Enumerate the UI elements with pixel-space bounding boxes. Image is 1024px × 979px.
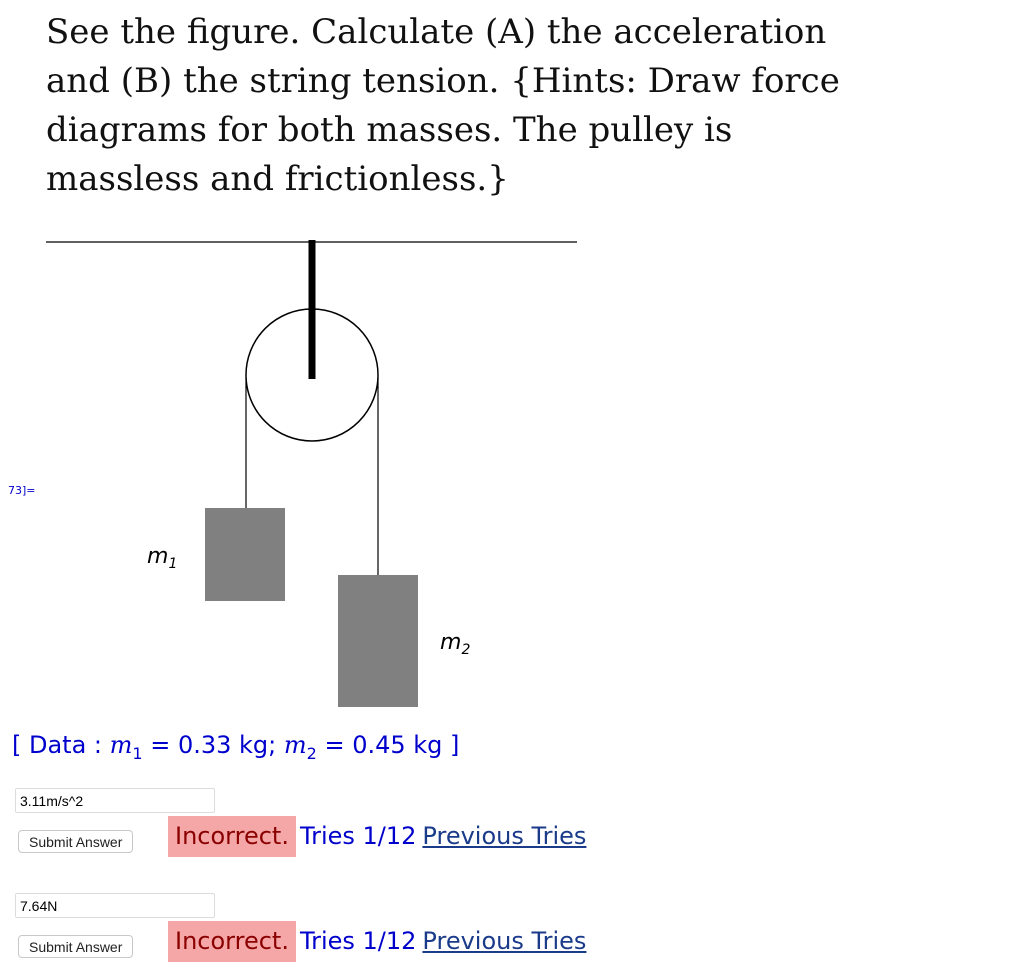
margin-label: 73]= bbox=[8, 484, 36, 497]
tries-count: Tries 1/12 bbox=[299, 927, 417, 955]
answer-b-input[interactable] bbox=[15, 893, 215, 918]
m1-value: = 0.33 kg; bbox=[142, 731, 284, 759]
mass-1-label: $m_1$ bbox=[147, 544, 178, 572]
question-text: See the figure. Calculate (A) the acceleration and (B) the string tension. {Hints: Draw force diagrams for both masses. The pulley is massless and frictionless.} bbox=[46, 12, 840, 199]
tries-count: Tries 1/12 bbox=[299, 822, 417, 850]
mass-1-block bbox=[205, 508, 285, 601]
data-prefix: [ Data : bbox=[12, 731, 110, 759]
m2-sub: 2 bbox=[306, 743, 317, 763]
mass-2-block bbox=[338, 575, 418, 707]
m1-sub: 1 bbox=[132, 743, 143, 763]
answer-a-input[interactable] bbox=[15, 788, 215, 813]
incorrect-badge: Incorrect. bbox=[168, 816, 296, 857]
m1-var: m bbox=[109, 731, 133, 759]
m2-value: = 0.45 kg ] bbox=[316, 731, 460, 759]
mass-2-label: $m_2$ bbox=[440, 630, 471, 658]
answer-a-feedback bbox=[168, 822, 586, 850]
previous-tries-link[interactable]: Previous Tries bbox=[422, 822, 587, 850]
submit-answer-a-button[interactable]: Submit Answer bbox=[18, 830, 133, 853]
m2-var: m bbox=[283, 731, 307, 759]
submit-answer-b-button[interactable]: Submit Answer bbox=[18, 935, 133, 958]
incorrect-badge: Incorrect. bbox=[168, 921, 296, 962]
previous-tries-link[interactable]: Previous Tries bbox=[422, 927, 587, 955]
answer-b-feedback bbox=[168, 927, 586, 955]
data-line bbox=[12, 731, 459, 763]
